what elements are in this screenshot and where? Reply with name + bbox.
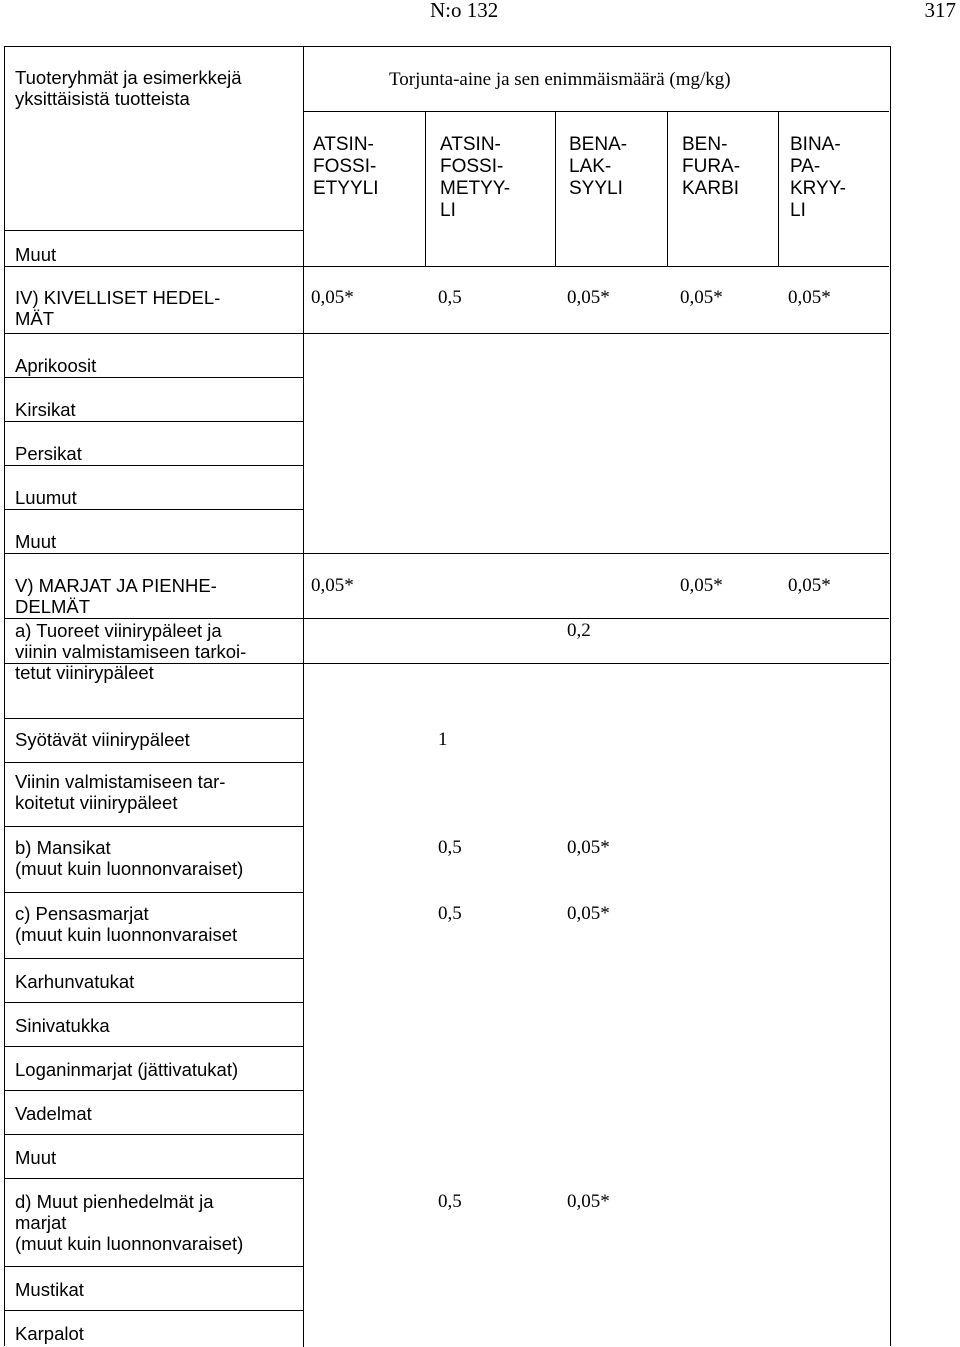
row-header-label: Tuoteryhmät ja esimerkkejä yksittäisistä tuotteista bbox=[15, 67, 242, 109]
row-label: Muut bbox=[15, 531, 57, 552]
value-cell: 0,5 bbox=[438, 287, 462, 308]
pesticide-residue-table bbox=[4, 46, 891, 1346]
row-divider bbox=[5, 465, 303, 466]
row-label: d) Muut pienhedelmät ja marjat (muut kuin luonnonvaraiset) bbox=[15, 1191, 244, 1254]
row-label: Persikat bbox=[15, 443, 82, 464]
row-divider bbox=[5, 509, 303, 510]
row-divider bbox=[5, 958, 303, 959]
row-label: Kirsikat bbox=[15, 399, 76, 420]
column-header-benfurakarbi: BEN- FURA- KARBI bbox=[682, 134, 741, 199]
row-label: Viinin valmistamiseen tar- koitetut viinirypäleet bbox=[15, 771, 226, 813]
column-divider bbox=[303, 47, 304, 1347]
row-label: Mustikat bbox=[15, 1279, 84, 1300]
row-label: a) Tuoreet viinirypäleet ja viinin valmistamiseen tarkoi- tetut viinirypäleet bbox=[15, 620, 247, 683]
value-cell: 0,5 bbox=[438, 837, 462, 858]
value-cell: 1 bbox=[438, 729, 448, 750]
row-divider bbox=[5, 718, 303, 719]
row-label: Karhunvatukat bbox=[15, 971, 135, 992]
page-header bbox=[0, 0, 960, 28]
colhead-divider bbox=[778, 111, 779, 266]
group-header: Torjunta-aine ja sen enimmäismäärä (mg/kg) bbox=[389, 69, 731, 90]
row-label: Muut bbox=[15, 244, 57, 265]
page-number: 317 bbox=[924, 0, 956, 22]
row-divider bbox=[5, 1266, 303, 1267]
value-cell: 0,05* bbox=[680, 575, 723, 596]
row-label: Luumut bbox=[15, 487, 77, 508]
row-label: Muut bbox=[15, 1147, 57, 1168]
value-cell: 0,05* bbox=[680, 287, 723, 308]
row-divider bbox=[5, 1310, 303, 1311]
value-cell: 0,5 bbox=[438, 903, 462, 924]
colhead-divider bbox=[667, 111, 668, 266]
row-label: Vadelmat bbox=[15, 1103, 92, 1124]
value-cell: 0,05* bbox=[311, 287, 354, 308]
row-divider bbox=[5, 1134, 303, 1135]
value-cell: 0,2 bbox=[567, 620, 591, 641]
column-header-atsinfossi-etyyli: ATSIN- FOSSI- ETYYLI bbox=[313, 134, 379, 199]
value-cell: 0,05* bbox=[788, 287, 831, 308]
value-cell: 0,05* bbox=[567, 837, 610, 858]
document-number: N:o 132 bbox=[430, 0, 499, 22]
value-cell: 0,05* bbox=[567, 903, 610, 924]
column-header-bottom-divider bbox=[5, 266, 889, 267]
column-header-binapakryyli: BINA- PA- KRYY- LI bbox=[790, 134, 846, 221]
value-cell: 0,05* bbox=[311, 575, 354, 596]
row-divider bbox=[5, 377, 303, 378]
row-divider bbox=[5, 333, 889, 334]
column-header-atsinfossi-metyyli: ATSIN- FOSSI- METYY- LI bbox=[440, 134, 511, 221]
row-label: Loganinmarjat (jättivatukat) bbox=[15, 1059, 239, 1080]
row-divider bbox=[5, 762, 303, 763]
row-label: Karpalot bbox=[15, 1323, 84, 1344]
colhead-divider bbox=[555, 111, 556, 266]
group-header-divider bbox=[303, 111, 889, 112]
row-divider bbox=[5, 1178, 303, 1179]
row-label: c) Pensasmarjat (muut kuin luonnonvaraiset bbox=[15, 903, 238, 945]
row-label: Aprikoosit bbox=[15, 355, 97, 376]
row-label: IV) KIVELLISET HEDEL- MÄT bbox=[15, 287, 221, 329]
value-cell: 0,05* bbox=[788, 575, 831, 596]
colhead-divider bbox=[425, 111, 426, 266]
value-cell: 0,5 bbox=[438, 1191, 462, 1212]
row-label: Sinivatukka bbox=[15, 1015, 110, 1036]
value-cell: 0,05* bbox=[567, 287, 610, 308]
row-divider bbox=[5, 1046, 303, 1047]
row-divider bbox=[5, 826, 303, 827]
row-divider bbox=[5, 230, 303, 231]
row-label: b) Mansikat (muut kuin luonnonvaraiset) bbox=[15, 837, 244, 879]
row-label: V) MARJAT JA PIENHE- DELMÄT bbox=[15, 575, 217, 617]
row-divider bbox=[5, 553, 889, 554]
row-label: Syötävät viinirypäleet bbox=[15, 729, 190, 750]
column-header-benalaksyyli: BENA- LAK- SYYLI bbox=[569, 134, 628, 199]
value-cell: 0,05* bbox=[567, 1191, 610, 1212]
row-divider bbox=[5, 1002, 303, 1003]
row-divider bbox=[5, 892, 303, 893]
row-divider bbox=[5, 421, 303, 422]
row-divider bbox=[5, 618, 889, 619]
row-divider bbox=[5, 1090, 303, 1091]
